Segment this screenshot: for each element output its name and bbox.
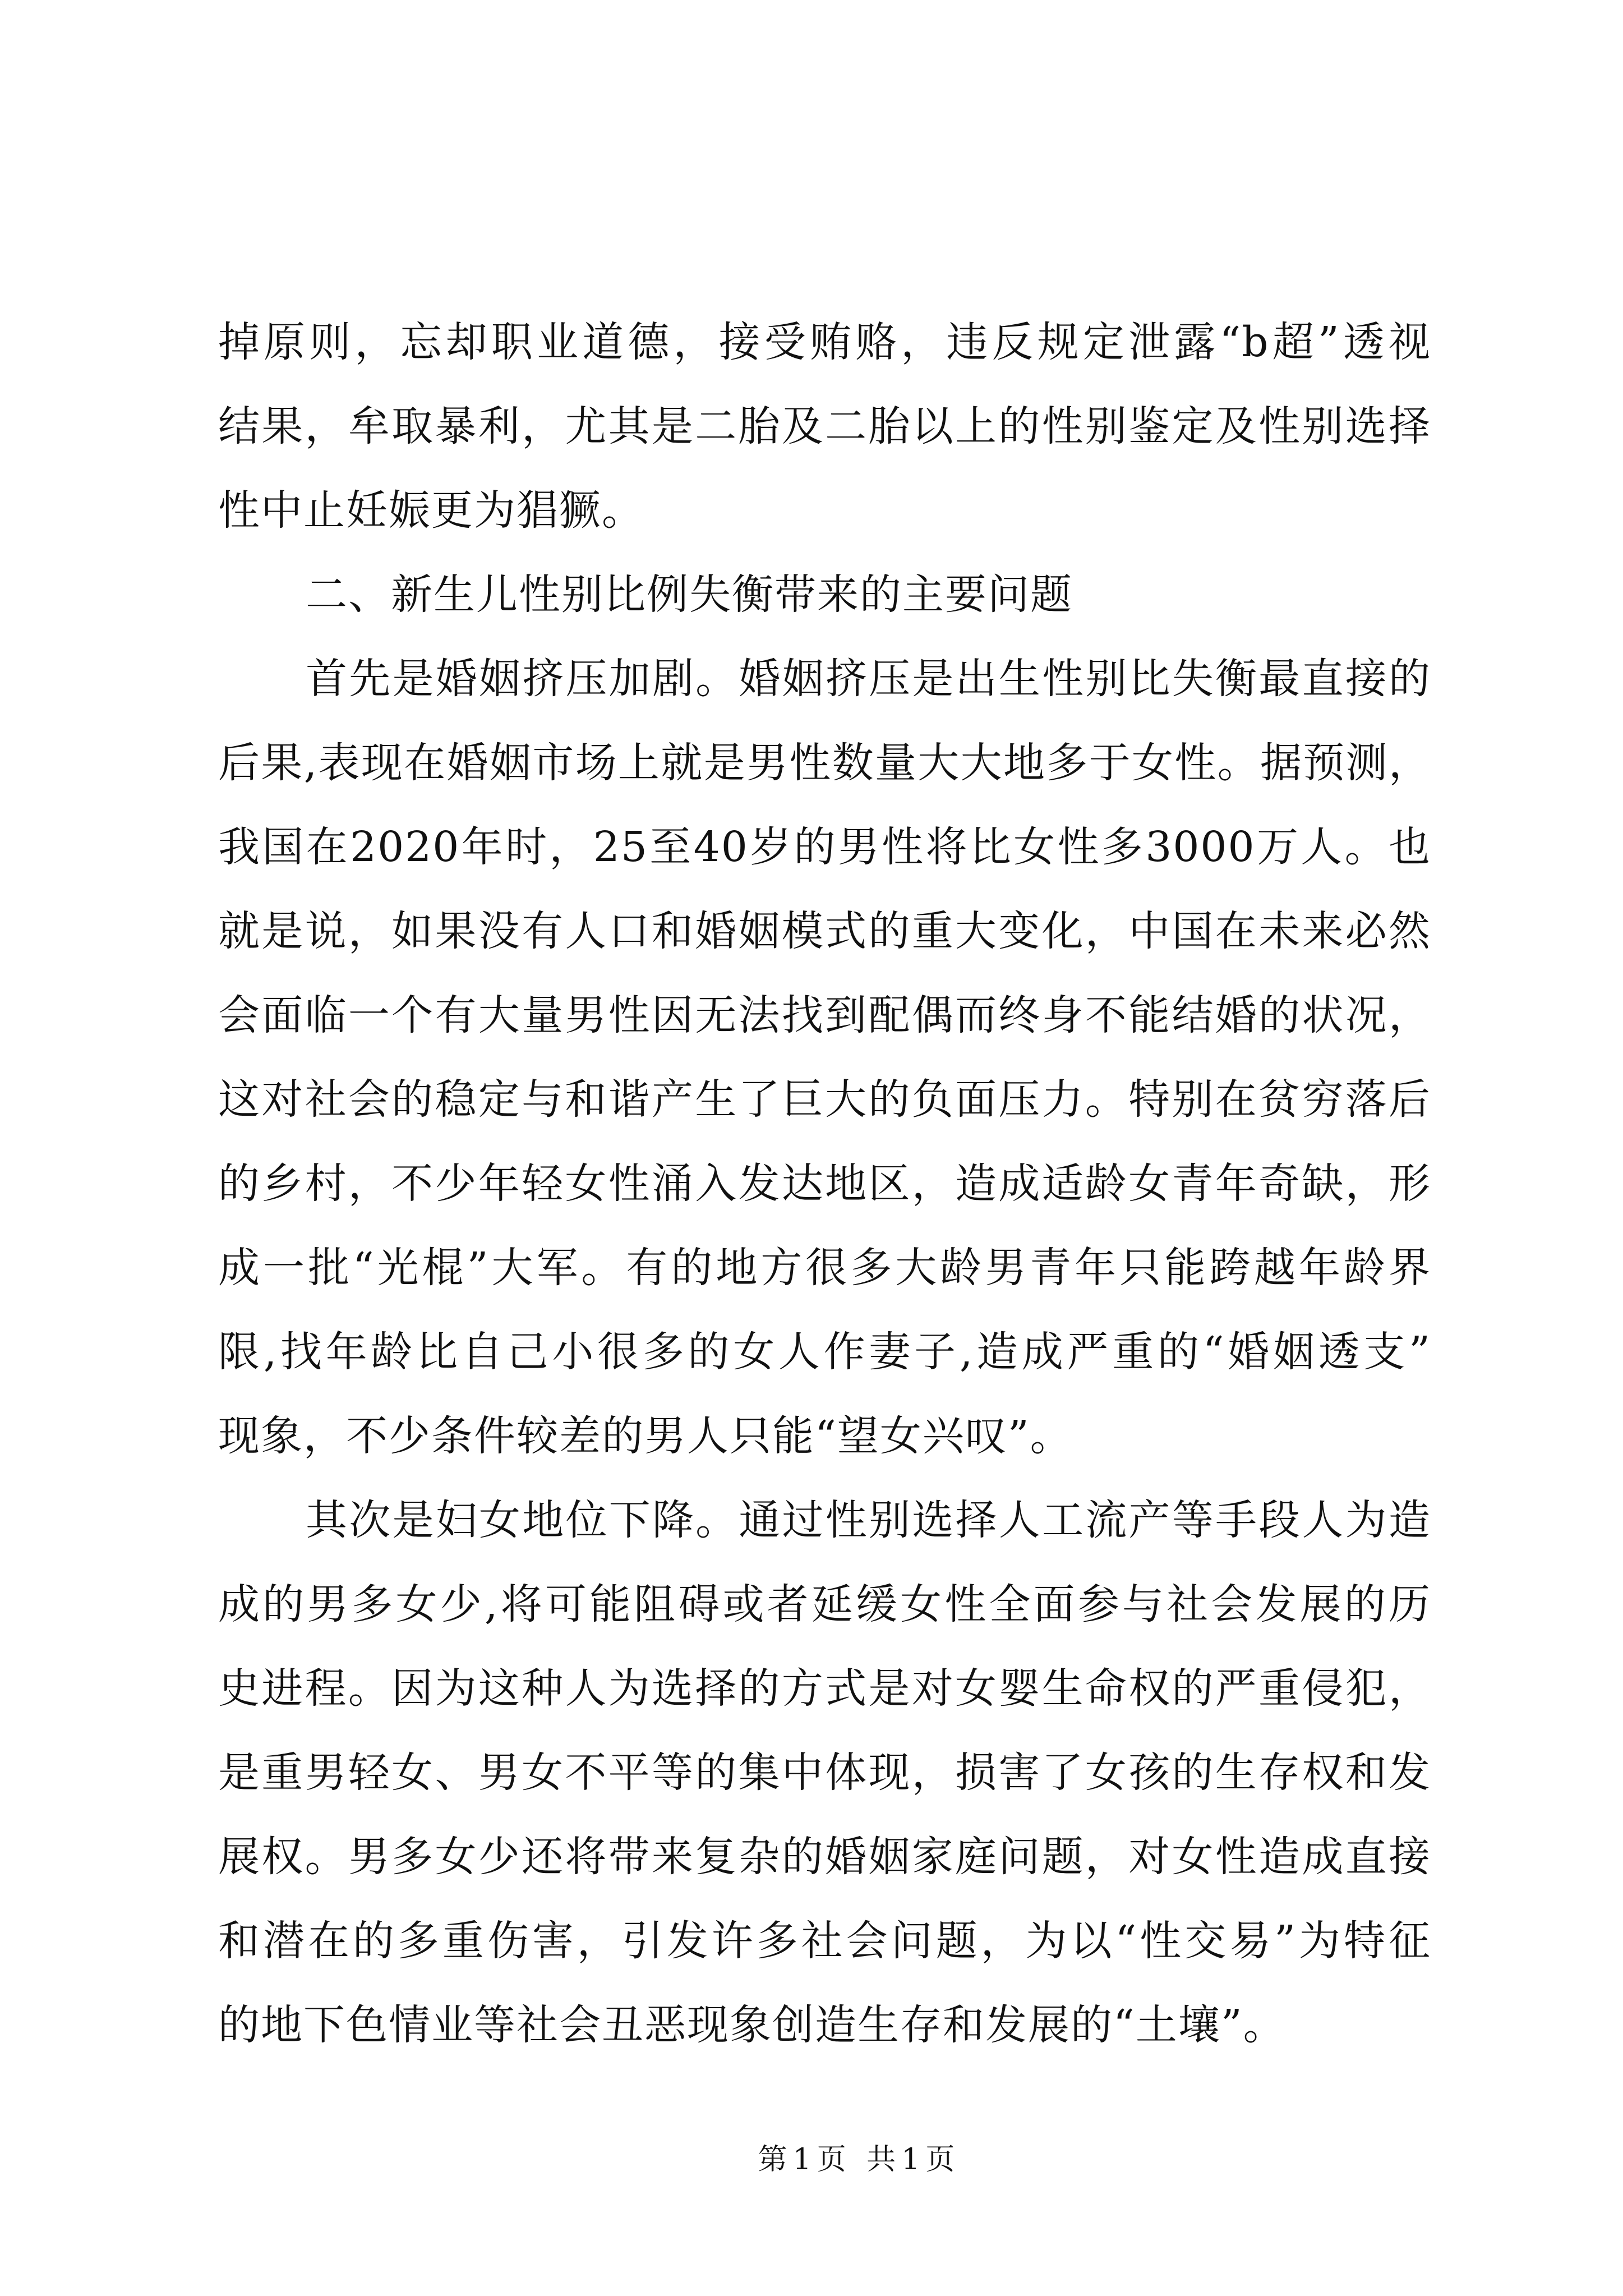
text-line: 现象，不少条件较差的男人只能“望女兴叹”。 [218,1412,1073,1460]
text-line: 结果，牟取暴利，尤其是二胎及二胎以上的性别鉴定及性别选择 [218,402,1431,450]
text-line: 这对社会的稳定与和谐产生了巨大的负面压力。特别在贫穷落后 [218,1075,1431,1124]
text-line: 掉原则，忘却职业道德，接受贿赂，违反规定泄露“b超”透视 [218,318,1431,366]
text-line: 性中止妊娠更为猖獗。 [218,486,644,535]
text-line: 和潜在的多重伤害，引发许多社会问题，为以“性交易”为特征 [218,1917,1431,1965]
text-line: 的乡村，不少年轻女性涌入发达地区，造成适龄女青年奇缺，形 [218,1159,1431,1208]
text-line: 就是说，如果没有人口和婚姻模式的重大变化，中国在未来必然 [218,907,1431,955]
section-heading: 二、新生儿性别比例失衡带来的主要问题 [306,570,1073,619]
text-line: 是重男轻女、男女不平等的集中体现，损害了女孩的生存权和发 [218,1749,1431,1797]
text-line: 会面临一个有大量男性因无法找到配偶而终身不能结婚的状况， [218,991,1431,1039]
text-line: 的地下色情业等社会丑恶现象创造生存和发展的“土壤”。 [218,2001,1286,2049]
text-line: 后果,表现在婚姻市场上就是男性数量大大地多于女性。据预测， [218,739,1431,787]
text-line: 限,找年龄比自己小很多的女人作妻子,造成严重的“婚姻透支” [218,1328,1431,1376]
text-line: 其次是妇女地位下降。通过性别选择人工流产等手段人为造 [306,1496,1431,1544]
page-footer: 第1页 共1页 [758,2143,961,2177]
text-line: 成的男多女少,将可能阻碍或者延缓女性全面参与社会发展的历 [218,1580,1431,1628]
text-line: 展权。男多女少还将带来复杂的婚姻家庭问题，对女性造成直接 [218,1833,1431,1881]
text-line: 首先是婚姻挤压加剧。婚姻挤压是出生性别比失衡最直接的 [306,655,1431,703]
text-line: 我国在2020年时，25至40岁的男性将比女性多3000万人。也 [218,823,1431,871]
text-line: 成一批“光棍”大军。有的地方很多大龄男青年只能跨越年龄界 [218,1244,1431,1292]
text-line: 史进程。因为这种人为选择的方式是对女婴生命权的严重侵犯， [218,1664,1431,1713]
